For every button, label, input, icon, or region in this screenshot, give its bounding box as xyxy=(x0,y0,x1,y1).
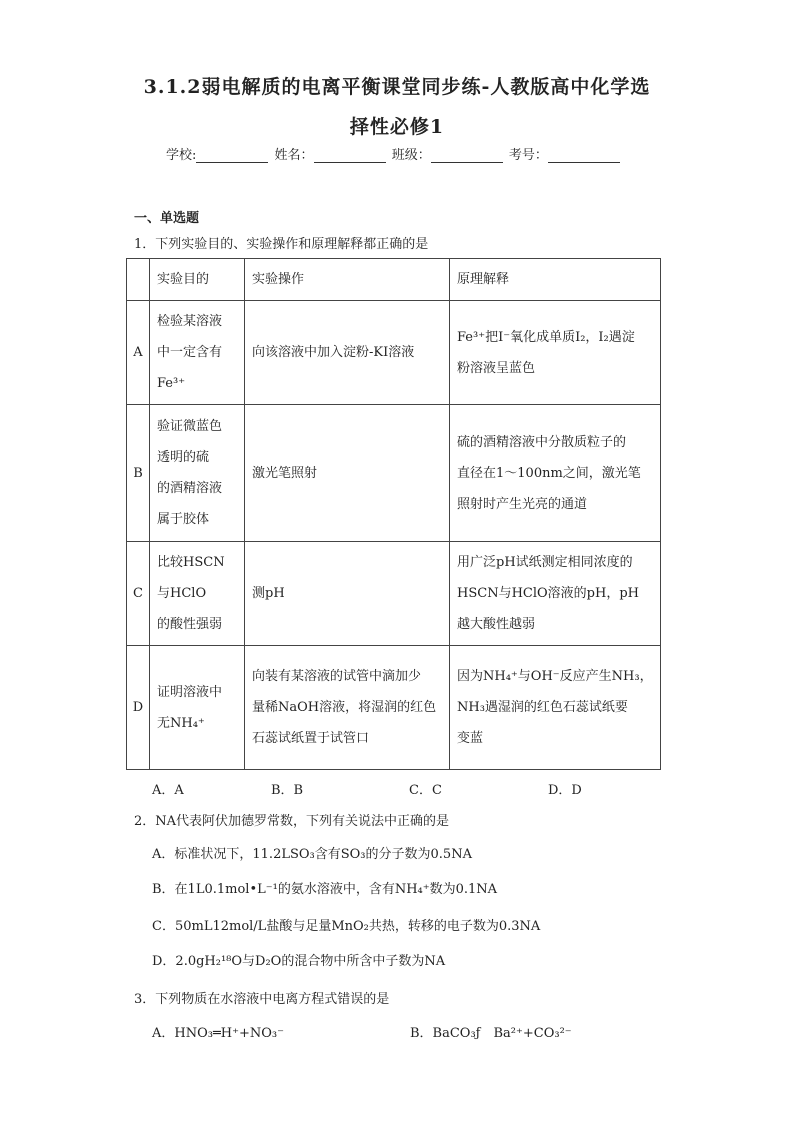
question-3-stem: 3．下列物质在水溶液中电离方程式错误的是 xyxy=(134,992,390,1007)
question-2-option-d[interactable]: D．2.0gH₂¹⁸O与D₂O的混合物中所含中子数为NA xyxy=(152,954,446,969)
row-letter: A xyxy=(127,301,150,405)
row-purpose: 比较HSCN 与HClO 的酸性强弱 xyxy=(150,542,245,646)
number-blank[interactable] xyxy=(548,149,620,163)
table-header-row xyxy=(127,259,661,301)
row-letter: B xyxy=(127,405,150,542)
section-heading: 一、单选题 xyxy=(134,211,200,226)
row-purpose: 证明溶液中 无NH₄⁺ xyxy=(150,646,245,770)
table-row xyxy=(127,301,661,405)
header-reason: 原理解释 xyxy=(450,259,661,301)
class-blank[interactable] xyxy=(431,149,503,163)
question-2-option-a[interactable]: A．标准状况下，11.2LSO₃含有SO₃的分子数为0.5NA xyxy=(152,847,472,862)
name-label: 姓名： xyxy=(274,148,314,163)
question-1-table xyxy=(126,258,661,770)
question-3-option-a[interactable]: A．HNO₃═H⁺+NO₃⁻ xyxy=(152,1026,284,1041)
row-operation: 测pH xyxy=(245,542,450,646)
row-reason: Fe³⁺把I⁻氧化成单质I₂，I₂遇淀 粉溶液呈蓝色 xyxy=(450,301,661,405)
page-title-line1: 3.1.2弱电解质的电离平衡课堂同步练-人教版高中化学选 xyxy=(143,76,651,98)
table-row xyxy=(127,542,661,646)
header-operation: 实验操作 xyxy=(245,259,450,301)
row-letter: D xyxy=(127,646,150,770)
row-operation: 向装有某溶液的试管中滴加少 量稀NaOH溶液，将湿润的红色 石蕊试纸置于试管口 xyxy=(245,646,450,770)
row-operation: 激光笔照射 xyxy=(245,405,450,542)
row-letter: C xyxy=(127,542,150,646)
question-1-option-a[interactable]: A．A xyxy=(152,783,184,798)
row-operation: 向该溶液中加入淀粉-KI溶液 xyxy=(245,301,450,405)
header-purpose: 实验目的 xyxy=(150,259,245,301)
question-1-option-c[interactable]: C．C xyxy=(409,783,442,798)
table-row xyxy=(127,646,661,770)
question-1-option-d[interactable]: D．D xyxy=(548,783,582,798)
row-reason: 用广泛pH试纸测定相同浓度的 HSCN与HClO溶液的pH，pH 越大酸性越弱 xyxy=(450,542,661,646)
question-1-option-b[interactable]: B．B xyxy=(271,783,304,798)
question-1-stem: 1．下列实验目的、实验操作和原理解释都正确的是 xyxy=(134,237,429,252)
page-title-line2: 择性必修1 xyxy=(349,116,445,138)
number-label: 考号： xyxy=(508,148,548,163)
question-2-option-c[interactable]: C．50mL12mol/L盐酸与足量MnO₂共热，转移的电子数为0.3NA xyxy=(152,919,541,934)
question-3-option-b[interactable]: B．BaCO₃ƒ Ba²⁺+CO₃²⁻ xyxy=(410,1026,572,1041)
row-reason: 硫的酒精溶液中分散质粒子的 直径在1～100nm之间，激光笔 照射时产生光亮的通道 xyxy=(450,405,661,542)
name-blank[interactable] xyxy=(314,149,386,163)
class-label: 班级： xyxy=(391,148,431,163)
school-label: 学校: xyxy=(166,148,197,163)
row-reason: 因为NH₄⁺与OH⁻反应产生NH₃， NH₃遇湿润的红色石蕊试纸要 变蓝 xyxy=(450,646,661,770)
question-2-option-b[interactable]: B．在1L0.1mol•L⁻¹的氨水溶液中，含有NH₄⁺数为0.1NA xyxy=(152,882,498,897)
row-purpose: 验证微蓝色 透明的硫 的酒精溶液 属于胶体 xyxy=(150,405,245,542)
table-row xyxy=(127,405,661,542)
question-2-stem: 2．NA代表阿伏加德罗常数，下列有关说法中正确的是 xyxy=(134,814,450,829)
student-info-line xyxy=(166,144,622,163)
school-blank[interactable] xyxy=(196,149,268,163)
row-purpose: 检验某溶液 中一定含有 Fe³⁺ xyxy=(150,301,245,405)
